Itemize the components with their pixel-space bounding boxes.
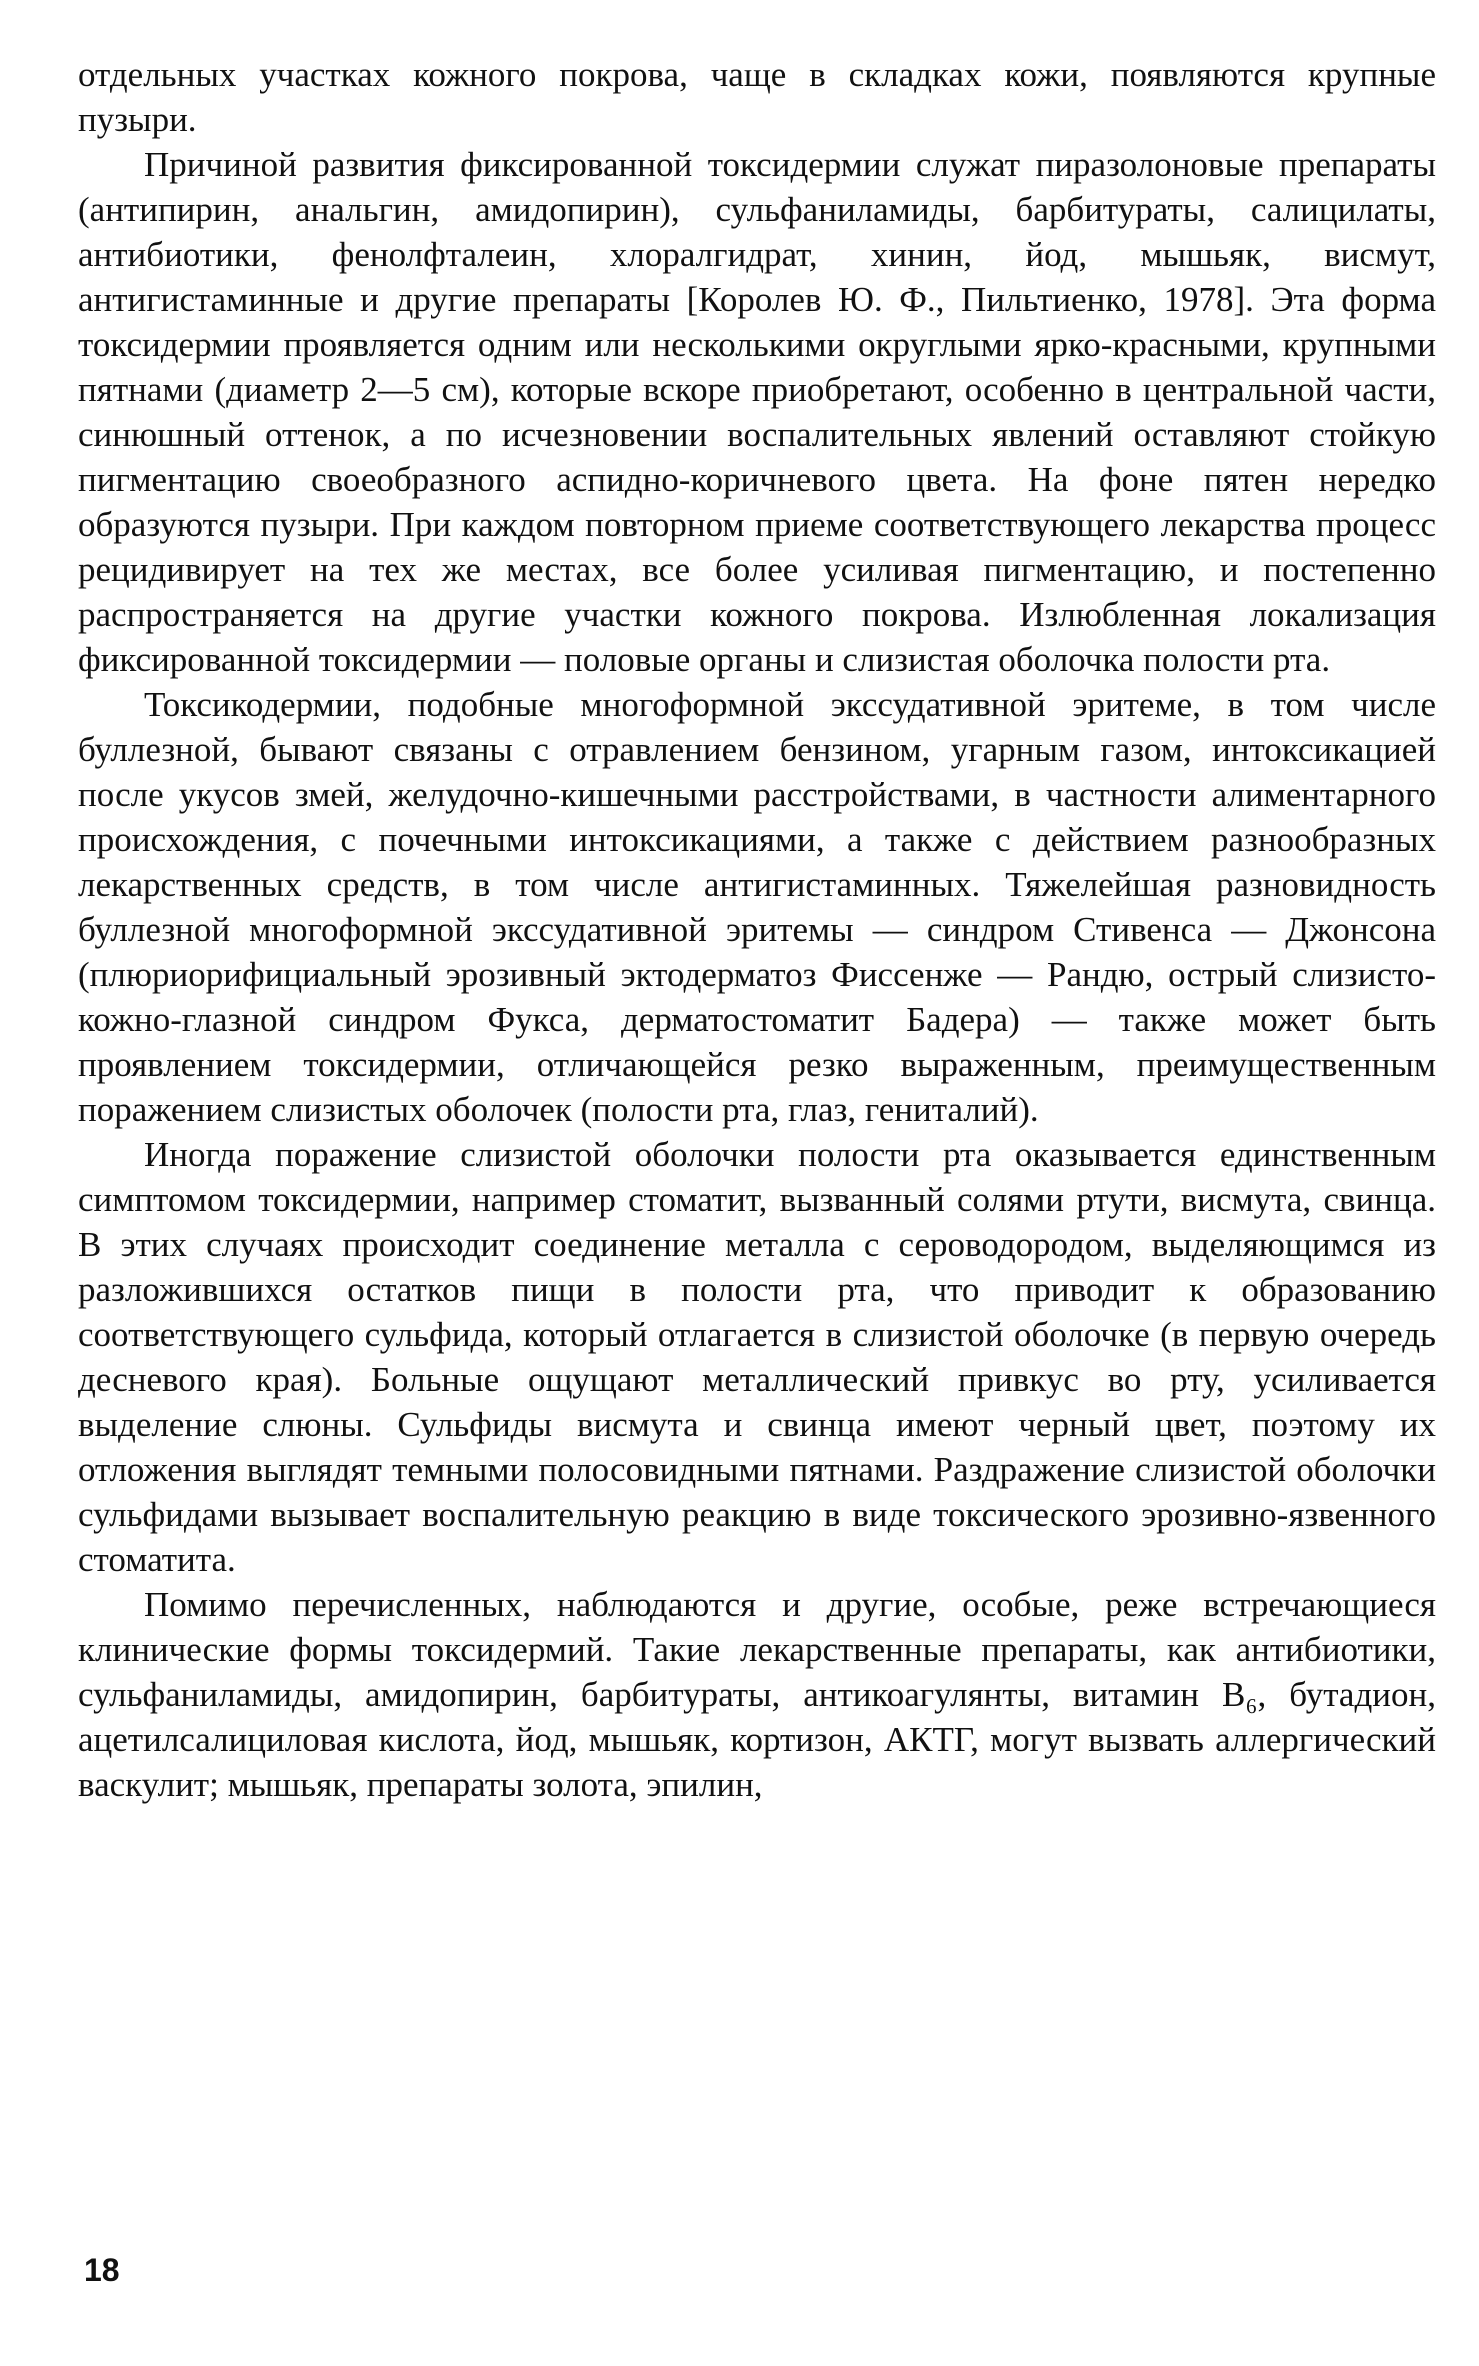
paragraph-continuation: отдельных участках кожного покрова, чаще в складках кожи, появляются крупные пузыри. <box>78 55 1436 139</box>
paragraph-other-forms: Помимо перечисленных, наблюдаются и другие, особые, реже встречающиеся клинические формы токсидермий. Такие лекарственные препараты, как антибиотики, сульфаниламиды, амидопирин, барбитураты, антикоагулянты, витамин B₆, бутадион, ацетилсалициловая кислота, йод, мышьяк, кортизон, АКТГ, могут вызвать аллергический васкулит; мышьяк, препараты золота, эпилин, <box>78 1585 1436 1804</box>
paragraph-stomatitis: Иногда поражение слизистой оболочки полости рта оказывается единственным симптомом токсидермии, например стоматит, вызванный солями ртути, висмута, свинца. В этих случаях происходит соединение металла с сероводородом, выделяющимся из разложившихся остатков пищи в полости рта, что приводит к образованию соответствующего сульфида, который отлагается в слизистой оболочке (в первую очередь десневого края). Больные ощущают металлический привкус во рту, усиливается выделение слюны. Сульфиды висмута и свинца имеют черный цвет, поэтому их отложения выглядят темными полосовидными пятнами. Раздражение слизистой оболочки сульфидами вызывает воспалительную реакцию в виде токсического эрозивно-язвенного стоматита. <box>78 1135 1436 1579</box>
page-number: 18 <box>84 2252 120 2288</box>
paragraph-fixed-toxidermia: Причиной развития фиксированной токсидермии служат пиразолоновые препараты (антипирин, анальгин, амидопирин), сульфаниламиды, барбитураты, салицилаты, антибиотики, фенолфталеин, хлоралгидрат, хинин, йод, мышьяк, висмут, антигистаминные и другие препараты [Королев Ю. Ф., Пильтиенко, 1978]. Эта форма токсидермии проявляется одним или несколькими округлыми ярко-красными, крупными пятнами (диаметр 2—5 см), которые вскоре приобретают, особенно в центральной части, синюшный оттенок, а по исчезновении воспалительных явлений оставляют стойкую пигментацию своеобразного аспидно-коричневого цвета. На фоне пятен нередко образуются пузыри. При каждом повторном приеме соответствующего лекарства процесс рецидивирует на тех же местах, все более усиливая пигментацию, и постепенно распространяется на другие участки кожного покрова. Излюбленная локализация фиксированной токсидермии — половые органы и слизистая оболочка полости рта. <box>78 145 1436 679</box>
paragraph-erythema-multiforme: Токсикодермии, подобные многоформной экссудативной эритеме, в том числе буллезной, бывают связаны с отравлением бензином, угарным газом, интоксикацией после укусов змей, желудочно-кишечными расстройствами, в частности алиментарного происхождения, с почечными интоксикациями, а также с действием разнообразных лекарственных средств, в том числе антигистаминных. Тяжелейшая разновидность буллезной многоформной экссудативной эритемы — синдром Стивенса — Джонсона (плюриорифициальный эрозивный эктодерматоз Фиссенже — Рандю, острый слизисто-кожно-глазной синдром Фукса, дерматостоматит Бадера) — также может быть проявлением токсидермии, отличающейся резко выраженным, преимущественным поражением слизистых оболочек (полости рта, глаз, гениталий). <box>78 685 1436 1129</box>
body-text <box>78 52 1436 1807</box>
